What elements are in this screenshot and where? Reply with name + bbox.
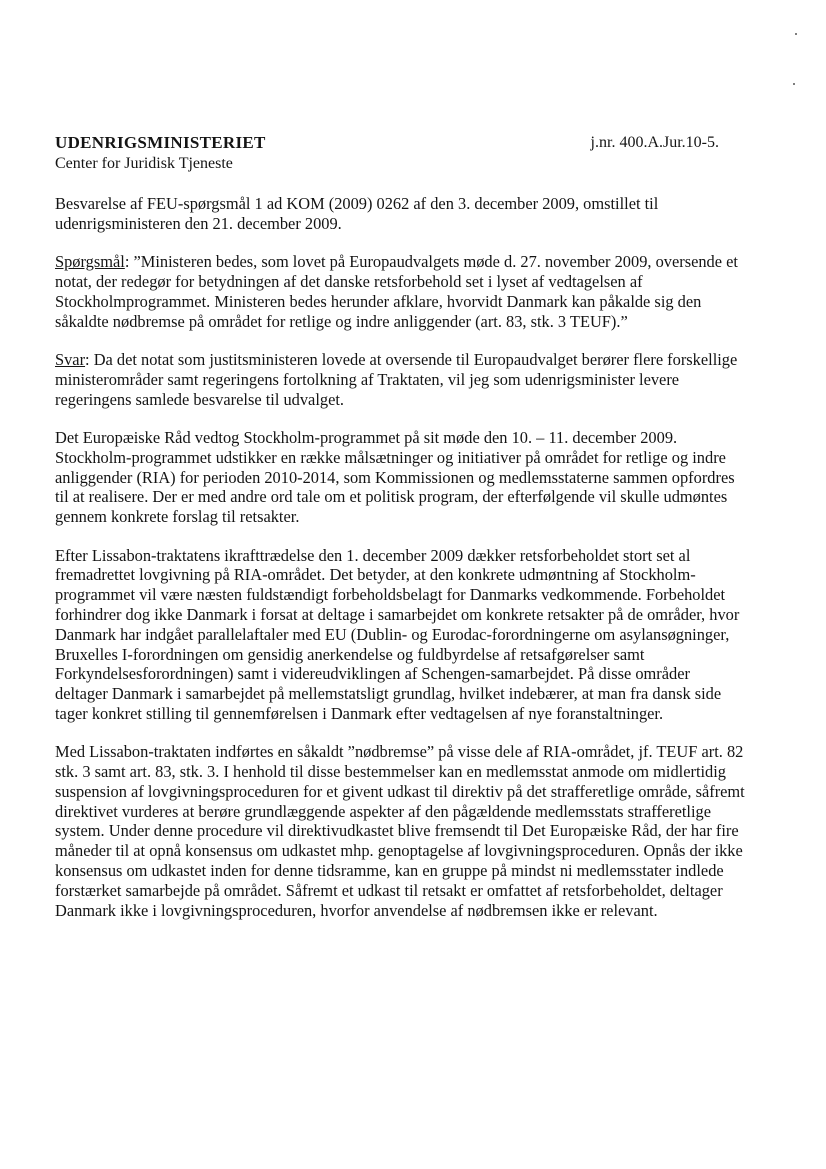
organization-name: UDENRIGSMINISTERIET [55,133,266,152]
question-paragraph [55,252,745,331]
body-paragraph-lissabon: Efter Lissabon-traktatens ikrafttrædelse den 1. december 2009 dækker retsforbeholdet stort set al fremadrettet lovgivning på RIA-området. Det betyder, at den konkrete udmøntning af Stockholm-programmet vil være næsten fuldstændigt forbeholdsbelagt for Danmarks vedkommende. Forbeholdet forhindrer dog ikke Danmark i forsat at deltage i samarbejdet om konkrete retsakter på de områder, hvor Danmark har indgået parallelaftaler med EU (Dublin- og Eurodac-forordningerne om asylansøgninger, Bruxelles I-forordningen om gensidig anerkendelse og fuldbyrdelse af retsafgørelser samt Forkyndelsesforordningen) samt i videreudviklingen af Schengen-samarbejdet. På disse områder deltager Danmark i samarbejdet på mellemstatsligt grundlag, hvilket indebærer, at man fra dansk side tager konkret stilling til gennemførelsen i Danmark efter vedtagelsen af nye foranstaltninger. [55,545,740,723]
scan-speck [793,83,795,85]
journal-number: j.nr. 400.A.Jur.10-5. [590,134,719,151]
body-paragraph-noedbremse: Med Lissabon-traktaten indførtes en såkaldt ”nødbremse” på visse dele af RIA-området, jf. TEUF art. 82 stk. 3 samt art. 83, stk. 3. I henhold til disse bestemmelser kan en medlemsstat anmode om midlertidig suspension af lovgivningsproceduren for et givent udkast til direktiv på det strafferetlige område, såfremt direktivet vurderes at berøre grundlæggende aspekter af den pågældende medlemsstats strafferetlige system. Under denne procedure vil direktivudkastet blive fremsendt til Det Europæiske Råd, der har fire måneder til at opnå konsensus om udkastet mhp. genoptagelse af lovgivningsproceduren. Opnås der ikke konsensus om udkastet inden for denne tidsramme, kan en gruppe på mindst ni medlemsstater indlede forstærket samarbejde på området. Såfremt et udkast til retsakt er omfattet af retsforbeholdet, deltager Danmark ikke i lovgivningsproceduren, hvorfor anvendelse af nødbremsen ikke er relevant. [55,742,745,920]
question-label: Spørgsmål [55,252,125,272]
answer-text: : Da det notat som justitsministeren lovede at oversende til Europaudvalget berører flere forskellige ministerområder samt regeringens fortolkning af Traktaten, vil jeg som udenrigsminister levere regeringens samlede besvarelse til udvalget. [55,349,738,409]
intro-paragraph: Besvarelse af FEU-spørgsmål 1 ad KOM (2009) 0262 af den 3. december 2009, omstillet til udenrigsministeren den 21. december 2009. [55,194,659,233]
answer-label: Svar [55,349,86,369]
department-name: Center for Juridisk Tjeneste [55,155,233,172]
body-paragraph-stockholm: Det Europæiske Råd vedtog Stockholm-programmet på sit møde den 10. – 11. december 2009. Stockholm-programmet udstikker en række målsætninger og initiativer på området for retlige og indre anliggender (RIA) for perioden 2010-2014, som Kommissionen og medlemsstaterne sammen opfordres til at realisere. Der er med andre ord tale om et politisk program, der efterfølgende vil skulle udmøntes gennem konkrete forslag til retsakter. [55,427,735,527]
letter-body [55,194,745,939]
scan-speck [795,33,797,35]
question-text: : ”Ministeren bedes, som lovet på Europaudvalgets møde d. 27. november 2009, oversende et notat, der redegør for betydningen af det danske retsforbehold set i lyset af vedtagelsen af Stockholmprogrammet. Ministeren bedes herunder afklare, hvorvidt Danmark kan påkalde sig den såkaldte nødbremse på området for retlige og indre anliggender (art. 83, stk. 3 TEUF).” [55,252,738,331]
answer-paragraph [55,350,745,409]
